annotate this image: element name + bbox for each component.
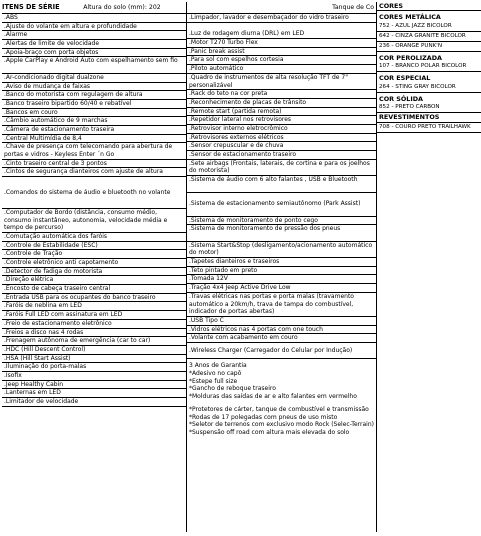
colors-column (377, 2, 481, 202)
spec-item: .Piloto automático (187, 65, 376, 74)
spec-item: .Banco traseiro bipartido 60/40 e rebatível (2, 100, 186, 109)
color-option-label: 752 - AZUL JAZZ BICOLOR (379, 22, 452, 29)
spec-item: .Direção elétrica (2, 276, 186, 285)
spec-item: .Rack do teto na cor preta (187, 90, 376, 99)
spec-item: .Controle de Tração (2, 250, 186, 259)
color-option (377, 103, 481, 113)
column-header (2, 2, 186, 14)
spec-item: .Apple CarPlay e Android Auto com espelhamento sem fio (2, 57, 186, 73)
color-option-label: 264 - STING GRAY BICOLOR (379, 83, 456, 90)
spec-item: .Entrada USB para os ocupantes do banco traseiro (2, 294, 186, 303)
spec-item: .Tomada 12V (187, 275, 376, 284)
note-item: *Adesivo no capô (189, 370, 242, 378)
spec-item: .Reconhecimento de placas de trânsito (187, 99, 376, 108)
spec-item: .Comutação automática dos faróis (2, 233, 186, 242)
spec-item: .Aviso de mudança de faixas (2, 83, 186, 92)
spec-item: .Tapetes dianteiros e traseiros (187, 258, 376, 267)
spec-item: .Ar-condicionado digital dualzone (2, 74, 186, 83)
spec-item: .Ajuste do volante em altura e profundidade (2, 23, 186, 32)
spec-item: .HDC (Hill Descent Control) (2, 346, 186, 355)
spec-item: .Repetidor lateral nos retrovisores (187, 116, 376, 125)
spec-item: .Cinto traseiro central de 3 pontos (2, 160, 186, 169)
spec-item: .Volante com acabamento em couro (187, 334, 376, 343)
notes-list (187, 362, 376, 436)
spec-item: .Computador de Bordo (distância, consumo médio, consumo instantâneo, autonomia, velocidade média e tempo de percurso) (2, 209, 186, 233)
spec-item: .Limitador de velocidade (2, 398, 186, 407)
spec-item: .Tração 4x4 Jeep Active Drive Low (187, 284, 376, 293)
spec-item: .Sistema de monitoramento de pressão dos pneus (187, 225, 376, 241)
note-item: *Molduras das saídas de ar e alto falantes em vermelho (189, 393, 357, 401)
spec-item: .Sistema de monitoramento de ponto cego (187, 217, 376, 226)
color-option (377, 62, 481, 72)
tank-label: Tanque de Co (332, 4, 374, 11)
spec-item: .Wireless Charger (Carregador do Celular por Indução) (187, 343, 376, 359)
colors-list (377, 14, 481, 133)
spec-item: .Cintos de segurança dianteiros com ajuste de altura (2, 168, 186, 177)
spec-item: .Bancos em couro (2, 109, 186, 118)
spec-item: .Freio de estacionamento eletrônico (2, 320, 186, 329)
spec-item: .ABS (2, 14, 186, 23)
spec-item: .Central Multimídia de 8,4 (2, 135, 186, 144)
spec-item: .Detector de fadiga do motorista (2, 268, 186, 277)
standard-items-list (2, 14, 186, 407)
ground-clearance-label: Altura do solo (mm): 202 (83, 4, 161, 11)
spec-item: .Limpador, lavador e desembaçador do vidro traseiro (187, 14, 376, 23)
color-option-label: 236 - ORANGE PUNK'N (379, 42, 443, 49)
standard-items-column (2, 2, 187, 532)
spec-item: .Sete airbags (Frontais, laterais, de cortina e para os joelhos do motorista) (187, 160, 376, 176)
spec-item: .Panic break assist (187, 48, 376, 57)
colors-title: CORES (377, 2, 481, 11)
spec-item: .Luz de rodagem diurna (DRL) em LED (187, 23, 376, 39)
color-group-title: CORES METÁLICA (379, 13, 441, 21)
spec-item: .Sistema Start&Stop (desligamento/acionamento automático do motor) (187, 242, 376, 258)
note-item: *Suspensão off road com altura mais elevada do solo (189, 428, 350, 436)
spec-item: .Banco do motorista com regulagem de altura (2, 91, 186, 100)
spec-item: .Frenagem autônoma de emergência (car to car) (2, 337, 186, 346)
spec-item: .Lanternas em LED (2, 389, 186, 398)
note-item: *Seletor de terrenos com exclusivo modo Rock (Selec-Terrain) (189, 421, 374, 429)
spec-item: .Comandos do sistema de áudio e bluetooth no volante (2, 177, 186, 209)
note-item: 3 Anos de Garantia (189, 362, 247, 370)
spec-item: .Jeep Healthy Cabin (2, 381, 186, 390)
color-option-label: 107 - BRANCO POLAR BICOLOR (379, 63, 467, 69)
upholstery-title: REVESTIMENTOS (377, 113, 481, 123)
spec-item: .Quadro de instrumentos de alta resolução TFT de 7" personalizável (187, 74, 376, 90)
spec-item: .Motor T270 Turbo Flex (187, 39, 376, 48)
spec-item: .Sistema de áudio com 6 alto falantes , USB e Bluetooth (187, 176, 376, 192)
spec-item: .Encosto de cabeça traseiro central (2, 285, 186, 294)
standard-items-list-2 (187, 14, 376, 359)
spec-item: .Sensor crepuscular e de chuva (187, 142, 376, 151)
spec-item: .Câmera de estacionamento traseira (2, 126, 186, 135)
spec-item: .Isofix (2, 372, 186, 381)
spec-item: .Retrovisor interno eletrocrômico (187, 125, 376, 134)
note-item: *Protetores de cárter, tanque de combustível e transmissão (189, 405, 369, 413)
spec-item: .Remote start (partida remota) (187, 108, 376, 117)
spec-item: .Faróis de neblina em LED (2, 302, 186, 311)
spec-item: .Vidros elétricos nas 4 portas com one touch (187, 326, 376, 335)
spec-item: .Para sol com espelhos cortesia (187, 56, 376, 65)
spec-item: .Alarme (2, 31, 186, 40)
spec-item: .Sensor de estacionamento traseiro (187, 151, 376, 160)
color-option (377, 22, 481, 32)
spec-item: .Alertas de limite de velocidade (2, 40, 186, 49)
spec-sheet (2, 2, 481, 532)
color-group-title: COR PEROLIZADA (379, 53, 442, 62)
spec-item: .Iluminação do porta-malas (2, 363, 186, 372)
spec-item: .Chave de presença com telecomando para abertura de portas e vidros - Keyless Enter ´n Go (2, 143, 186, 159)
spec-item: .USB Tipo C (187, 317, 376, 326)
spec-item: .Controle de Estabilidade (ESC) (2, 242, 186, 251)
spec-item: .Sistema de estacionamento semiautônomo (Park Assist) (187, 193, 376, 217)
color-group-title: COR ESPECIAL (379, 74, 431, 82)
color-option (377, 83, 481, 93)
spec-item: .Retrovisores externos elétricos (187, 134, 376, 143)
spec-item: .Controle eletrônico anti capotamento (2, 259, 186, 268)
color-option (377, 42, 481, 52)
spec-item: .Câmbio automático de 9 marchas (2, 117, 186, 126)
color-option-label: 642 - CINZA GRANITE BICOLOR (379, 32, 466, 39)
spec-item: .Teto pintado em preto (187, 267, 376, 276)
note-item: *Estepe full size (189, 377, 238, 385)
color-group-title: COR SÓLIDA (379, 94, 424, 103)
note-item: *Rodas de 17 polegadas com pneus de uso misto (189, 413, 338, 421)
standard-items-column-2 (187, 2, 377, 532)
spec-item: .Travas elétricas nas portas e porta malas (travamento automático a 20km/h, trava de tampa do combustível, indicador de portas abertas) (187, 293, 376, 317)
standard-items-title: ITENS DE SÉRIE (2, 3, 60, 11)
spec-item: .Faróis Full LED com assinatura em LED (2, 311, 186, 320)
column-header-2 (187, 2, 376, 14)
upholstery-option: 708 - COURO PRETO TRAILHAWK (377, 123, 481, 133)
spec-item: .HSA (Hill Start Assist) (2, 355, 186, 364)
spec-item: .Freios a disco nas 4 rodas (2, 329, 186, 338)
color-option (377, 32, 481, 42)
note-item: *Gancho de reboque traseiro (189, 385, 276, 393)
spec-item: .Apoia-braço com porta objetos (2, 49, 186, 58)
color-option-label: 852 - PRETO CARBON (379, 104, 440, 110)
